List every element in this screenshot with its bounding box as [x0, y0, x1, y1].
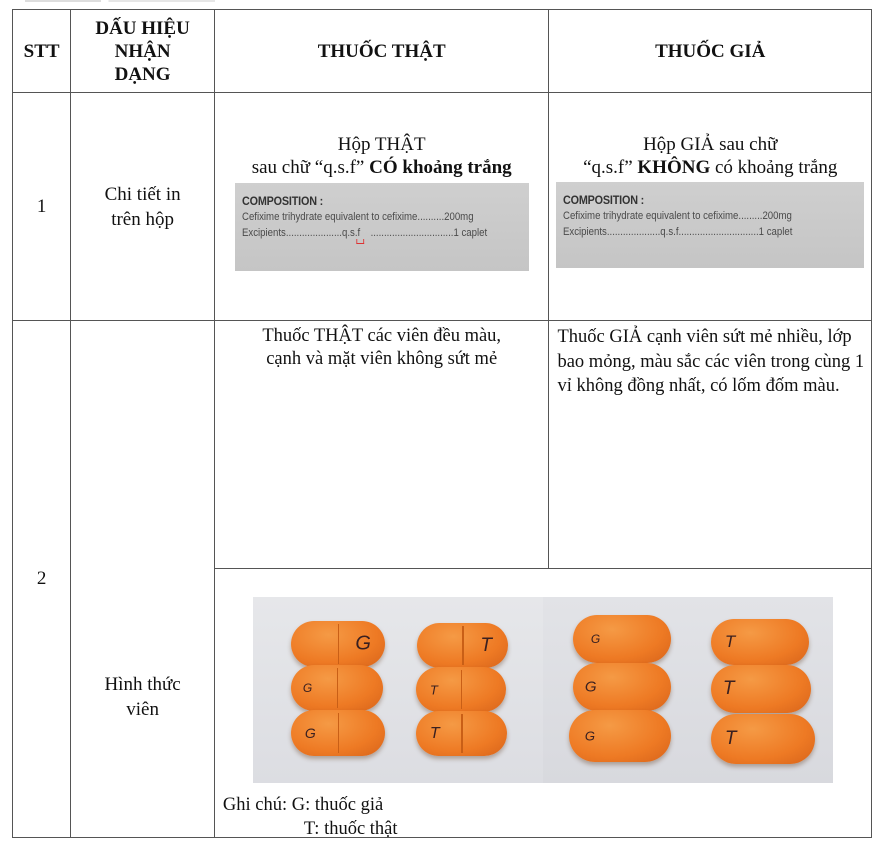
fake-pill: G — [291, 621, 385, 667]
real-box-label-image: COMPOSITION : Cefixime trihydrate equivalent to cefixime..........200mg Excipients.....................q.s.f ...............................1 caplet — [235, 183, 529, 271]
pill-photo-cell — [214, 569, 871, 838]
fake-box-caption: Hộp GIẢ sau chữ “q.s.f” KHÔNG có khoảng trắng — [583, 134, 838, 178]
fake-pill-description: Thuốc GIẢ cạnh viên sứt mẻ nhiều, lớp bao mỏng, màu sắc các viên trong cùng 1 vỉ không đồng nhất, có lốm đốm màu. — [549, 321, 872, 569]
table-row-pill-form — [13, 321, 872, 569]
space-marker-icon — [356, 239, 364, 244]
real-pill: T — [417, 623, 508, 668]
header-row — [13, 10, 872, 93]
row-sign-label: Hình thức viên — [71, 321, 215, 838]
row-sign-label: Chi tiết in trên hộp — [71, 93, 215, 321]
real-pill: T — [711, 665, 811, 713]
real-pill: T — [711, 619, 809, 665]
real-pill: T — [711, 714, 815, 764]
header-fake-drug: THUỐC GIẢ — [549, 10, 872, 93]
real-pill-description: Thuốc THẬT các viên đều màu, cạnh và mặt viên không sứt mẻ — [214, 321, 549, 569]
fake-box-label-image: COMPOSITION : Cefixime trihydrate equivalent to cefixime.........200mg Excipients....................q.s.f..............................1 caplet — [556, 182, 864, 268]
photo-left-group — [253, 597, 543, 783]
table-row-box-print — [13, 93, 872, 321]
pill-comparison-photo — [253, 597, 833, 783]
real-box-caption: Hộp THẬT sau chữ “q.s.f” CÓ khoảng trắng — [251, 134, 512, 178]
cut-off-text-line — [25, 0, 215, 3]
real-pill: T — [416, 667, 506, 712]
comparison-table — [12, 9, 872, 838]
fake-pill: G — [291, 710, 385, 756]
row-number: 2 — [13, 321, 71, 838]
photo-right-group — [543, 597, 833, 783]
header-real-drug: THUỐC THẬT — [214, 10, 549, 93]
fake-pill: G — [291, 665, 383, 711]
row-number: 1 — [13, 93, 71, 321]
header-sign: DẤU HIỆU NHẬN DẠNG — [71, 10, 215, 93]
fake-pill: G — [573, 663, 671, 711]
fake-box-cell — [549, 93, 872, 321]
real-box-cell — [214, 93, 549, 321]
photo-legend-note: Ghi chú: G: thuốc giả T: thuốc thật — [222, 795, 398, 839]
header-stt: STT — [13, 10, 71, 93]
real-pill: T — [416, 711, 507, 756]
fake-pill: G — [569, 710, 671, 762]
fake-pill: G — [573, 615, 671, 663]
